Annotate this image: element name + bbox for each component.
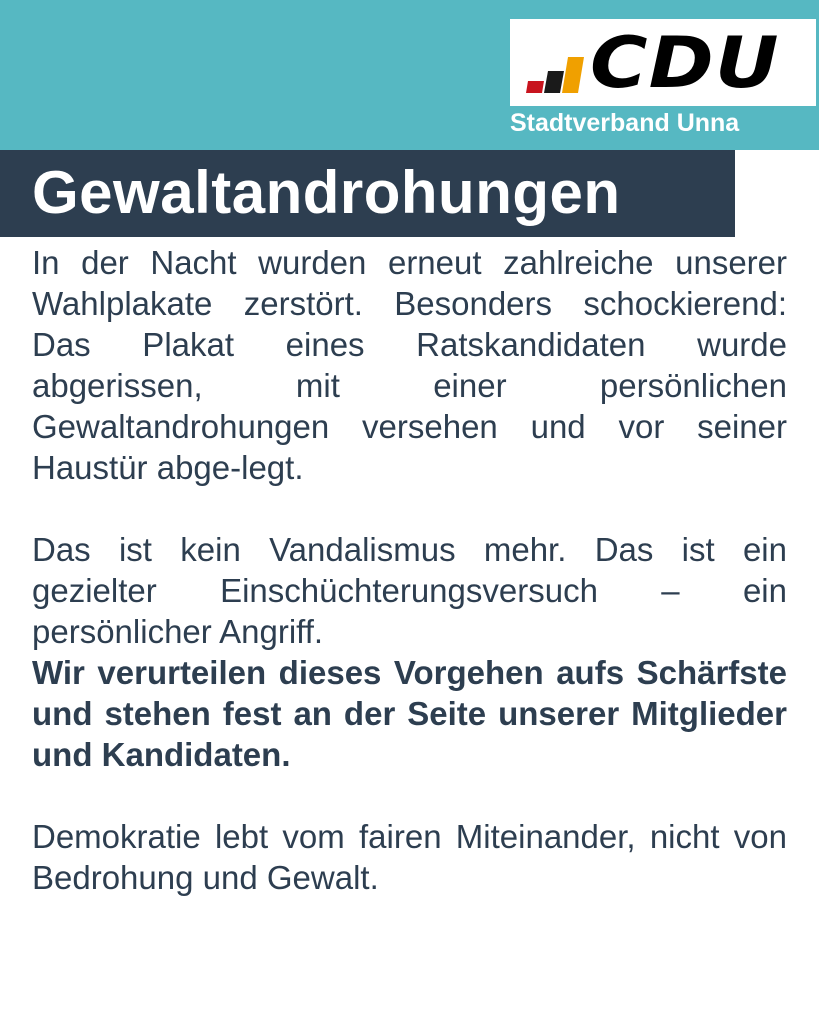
paragraph-gap	[32, 775, 787, 816]
page-title: Gewaltandrohungen	[32, 159, 621, 226]
logo-stripes	[524, 19, 586, 106]
paragraph-2: Das ist kein Vandalismus mehr. Das ist ein gezielter Einschüchterungsversuch – ein persönlicher Angriff.	[32, 531, 787, 650]
title-bar	[0, 150, 735, 237]
paragraph-condemnation: Wir verurteilen dieses Vorgehen aufs Schärfste und stehen fest an der Seite unserer Mitglieder und Kandidaten.	[32, 654, 787, 773]
paragraph-1: In der Nacht wurden erneut zahlreiche unserer Wahlplakate zerstört. Besonders schockierend: Das Plakat eines Ratskandidaten wurde abgerissen, mit einer persönlichen Gewaltandrohungen versehen und vor seiner Haustür abge-legt.	[32, 244, 787, 486]
statement-body	[32, 242, 787, 898]
logo-stripe-red	[526, 81, 544, 93]
cdu-logo	[510, 19, 816, 106]
logo-stripe-black	[544, 71, 564, 93]
logo-stripe-gold	[562, 57, 584, 93]
logo-wordmark: CDU	[590, 22, 780, 104]
logo-subline: Stadtverband Unna	[510, 109, 740, 137]
paragraph-4: Demokratie lebt vom fairen Miteinander, nicht von Bedrohung und Gewalt.	[32, 818, 787, 896]
paragraph-gap	[32, 488, 787, 529]
